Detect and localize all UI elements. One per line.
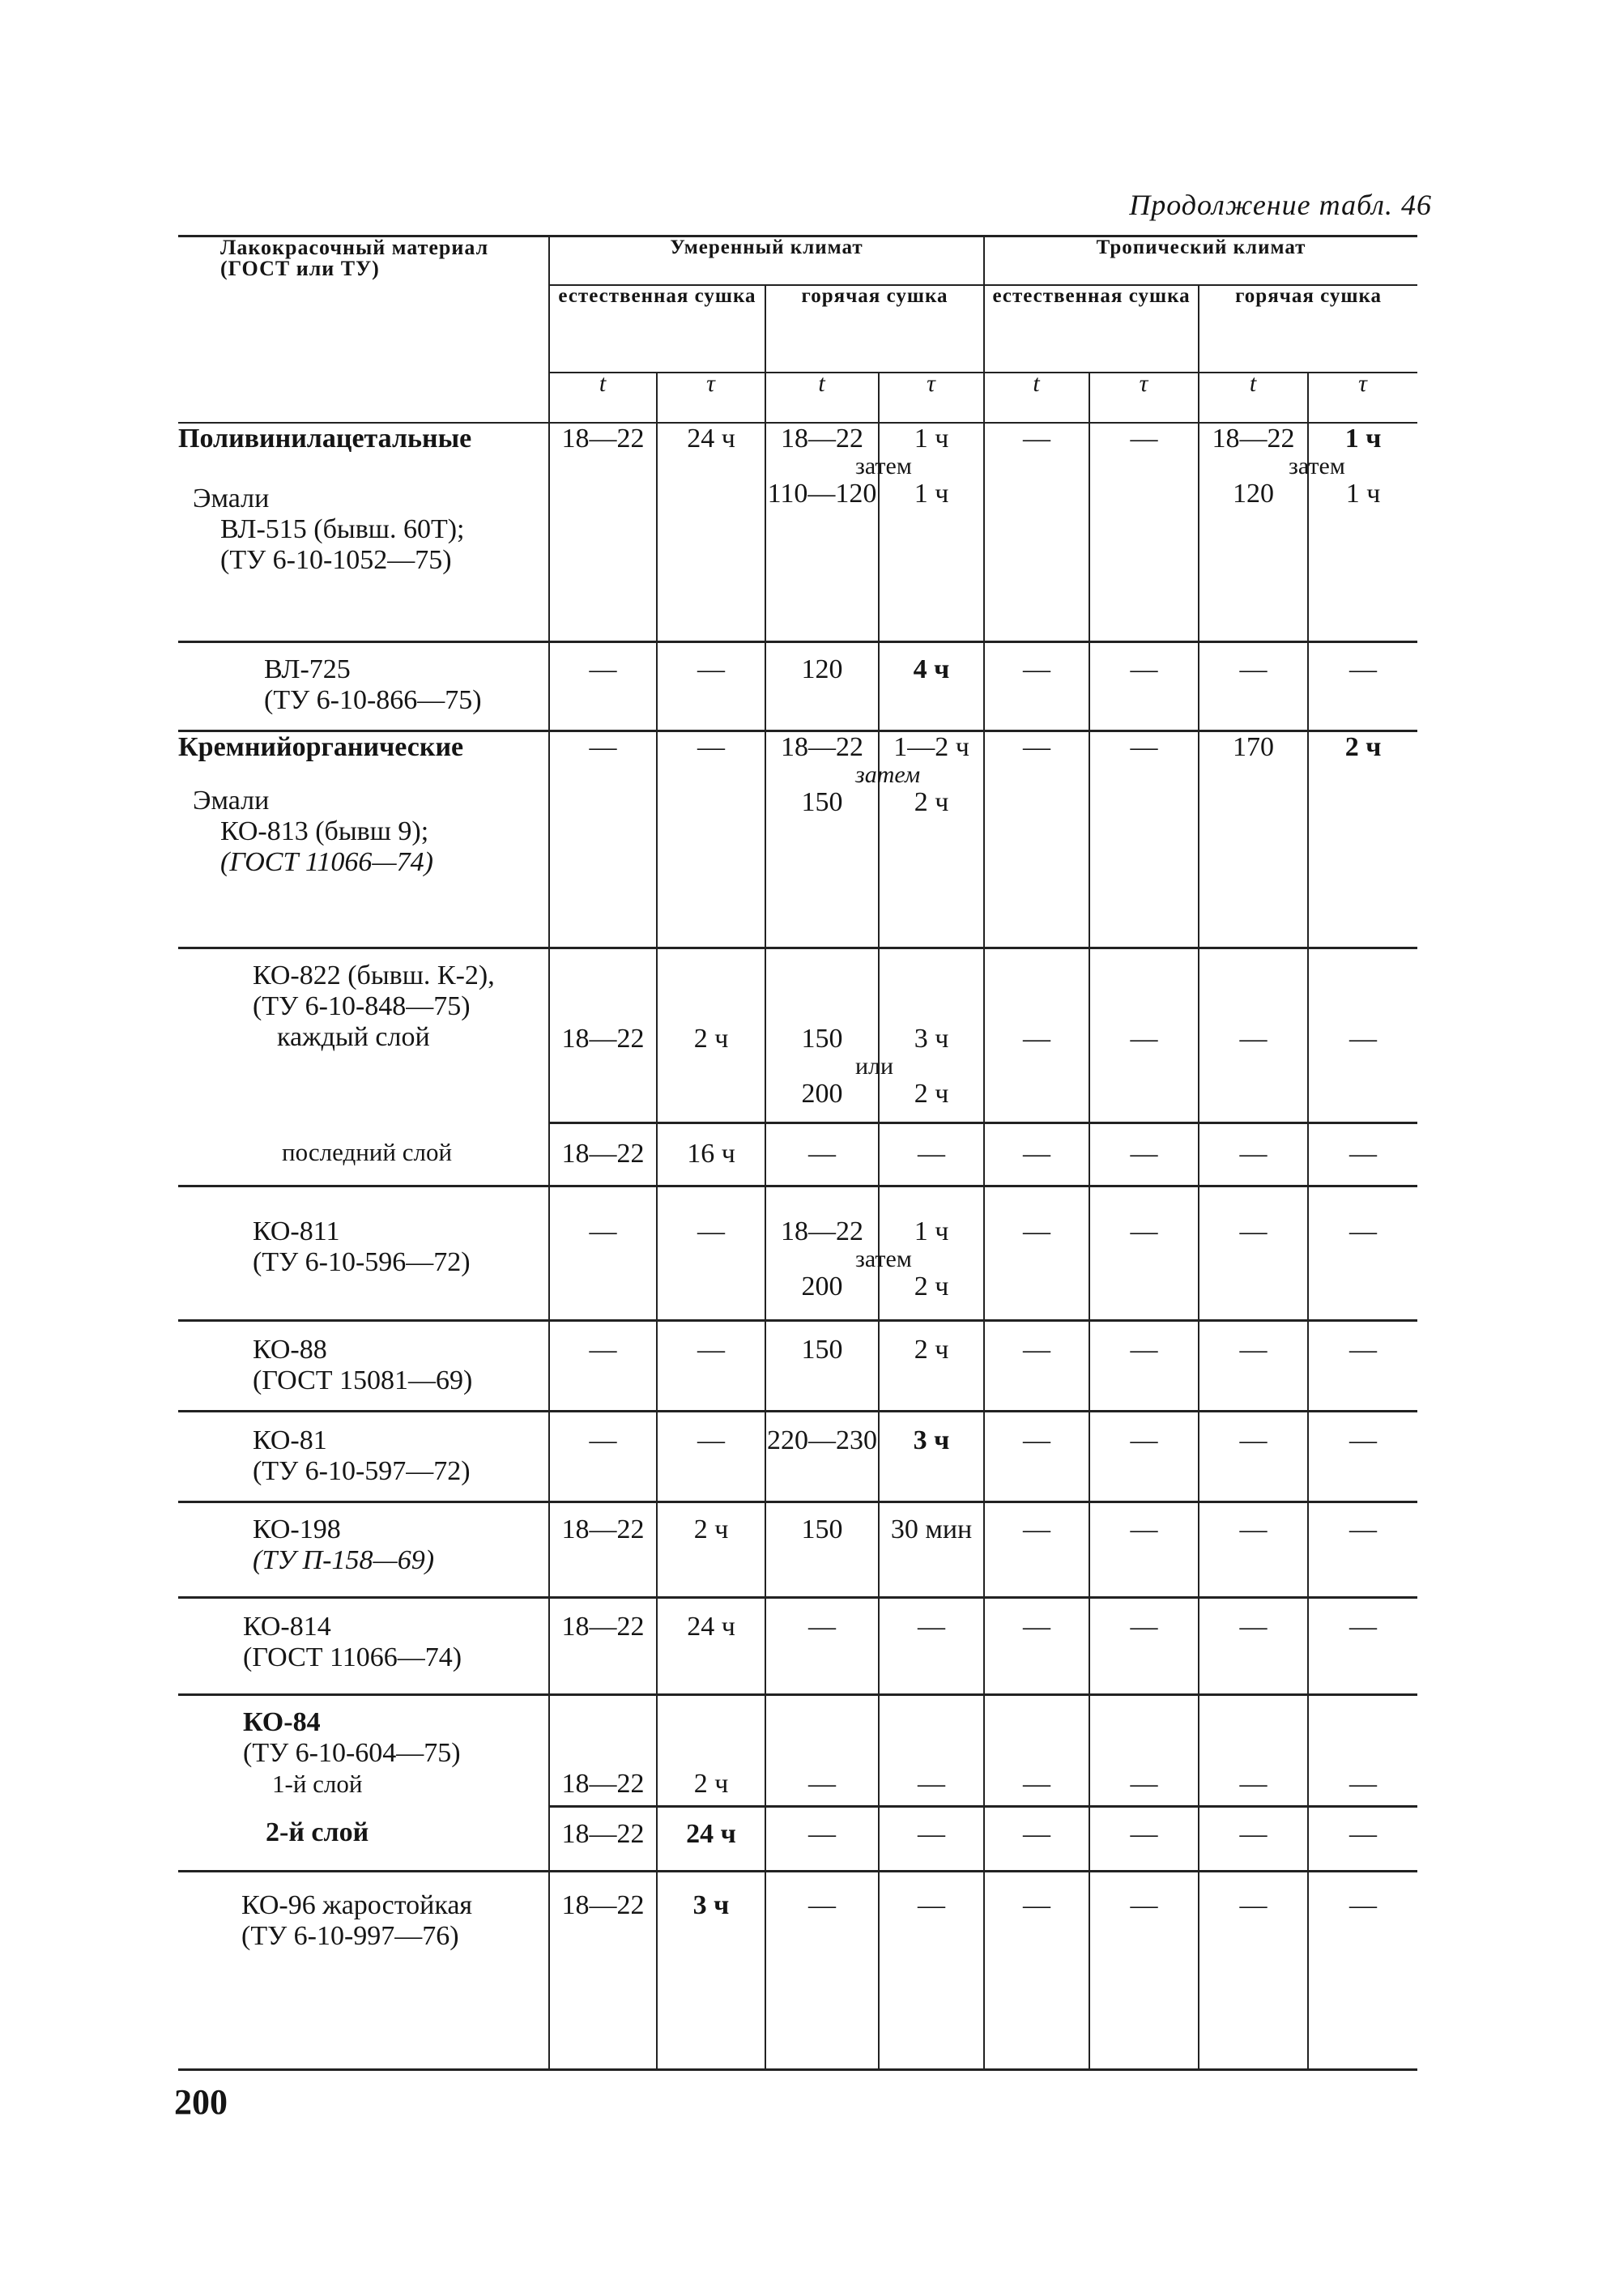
- temperate-hot-drying-header: горячая сушка: [765, 285, 984, 373]
- hot-temp-2: 120: [1233, 479, 1275, 509]
- value-cell: 170: [1199, 731, 1308, 948]
- value-cell: 18—22: [549, 1806, 657, 1871]
- value-cell: —: [984, 641, 1089, 731]
- value-cell: —: [984, 1411, 1089, 1502]
- value-cell: [765, 423, 912, 641]
- value-cell: —: [1089, 423, 1199, 641]
- value-cell: 2 ч: [657, 1502, 765, 1597]
- value-cell: —: [1308, 948, 1417, 1122]
- table-caption: Продолжение табл. 46: [1129, 189, 1432, 221]
- value-cell: [765, 731, 921, 948]
- value-cell: 18—22: [549, 1694, 657, 1806]
- value-cell: —: [879, 1871, 984, 2069]
- value-cell: —: [765, 1871, 879, 2069]
- drying-modes-table: [178, 235, 1417, 2071]
- value-cell: —: [1089, 1694, 1199, 1806]
- value-cell: —: [1089, 1871, 1199, 2069]
- material-name: КО-96 жаростойкая: [241, 1889, 473, 1920]
- value-cell: 3 ч: [879, 1411, 984, 1502]
- value-cell: —: [1089, 1411, 1199, 1502]
- value-cell: —: [657, 1320, 765, 1411]
- hot-temp-1: 18—22: [1212, 424, 1295, 454]
- table-row: [178, 731, 1417, 948]
- table-row: [178, 1871, 1417, 2069]
- tropical-natural-drying-header: естественная сушка: [984, 285, 1199, 373]
- temperature-column-header: t: [1199, 373, 1308, 423]
- value-cell: —: [1308, 1597, 1417, 1694]
- table-row: [178, 1186, 1417, 1320]
- page-number: 200: [174, 2082, 228, 2122]
- material-name: КО-813 (бывш 9);: [220, 816, 429, 846]
- value-cell: —: [984, 1320, 1089, 1411]
- table-row: [178, 1320, 1417, 1411]
- then-note: затем: [855, 760, 921, 788]
- table-row: [178, 1694, 1417, 1806]
- value-cell: —: [549, 1320, 657, 1411]
- material-spec: (ГОСТ 11066—74): [220, 846, 433, 877]
- material-column-header: Лакокрасочный материал (ГОСТ или ТУ): [178, 236, 549, 424]
- value-cell: —: [1308, 1320, 1417, 1411]
- temperate-natural-drying-header: естественная сушка: [549, 285, 765, 373]
- material-cell: [178, 1122, 549, 1186]
- material-name: Эмали: [193, 483, 270, 513]
- hot-time-2: 1 ч: [1345, 479, 1381, 509]
- value-cell: [1199, 423, 1345, 641]
- value-cell: 18—22: [549, 948, 657, 1122]
- hot-time-2: 1 ч: [914, 479, 949, 509]
- material-name: КО-822 (бывш. К-2),: [253, 960, 495, 990]
- value-cell: 24 ч: [657, 423, 765, 641]
- layer-label: 2-й слой: [266, 1817, 369, 1847]
- value-cell: —: [1199, 641, 1308, 731]
- value-cell: —: [1089, 1320, 1199, 1411]
- value-cell: —: [1089, 1597, 1199, 1694]
- material-spec: (ГОСТ 11066—74): [243, 1642, 462, 1672]
- value-cell: 24 ч: [657, 1597, 765, 1694]
- value-cell: 18—22: [549, 1871, 657, 2069]
- value-cell: [879, 948, 984, 1122]
- material-name: ВЛ-515 (бывш. 60Т);: [220, 514, 465, 544]
- value-cell: —: [1308, 1806, 1417, 1871]
- value-cell: —: [879, 1806, 984, 1871]
- hot-temp-1: 18—22: [781, 424, 863, 454]
- value-cell: —: [1199, 1694, 1308, 1806]
- then-note: затем: [855, 1245, 912, 1272]
- time-column-header: τ: [1308, 373, 1417, 423]
- material-spec: (ТУ П-158—69): [253, 1544, 435, 1575]
- table-row: [178, 423, 1417, 641]
- value-cell: —: [1308, 1411, 1417, 1502]
- group-heading: Поливинилацетальные: [178, 424, 472, 454]
- value-cell: —: [1308, 1694, 1417, 1806]
- material-cell: [178, 1502, 549, 1597]
- material-cell: [178, 641, 549, 731]
- time-column-header: τ: [657, 373, 765, 423]
- hot-time-1: 1 ч: [914, 424, 949, 454]
- table-row: [178, 1122, 1417, 1186]
- material-name: КО-198: [253, 1514, 341, 1544]
- value-cell: —: [1199, 1502, 1308, 1597]
- material-spec: (ТУ 6-10-604—75): [243, 1737, 461, 1768]
- material-spec: (ТУ 6-10-596—72): [253, 1246, 471, 1277]
- material-name: КО-84: [243, 1706, 321, 1737]
- value-cell: —: [1199, 948, 1308, 1122]
- group-heading: Кремнийорганические: [178, 731, 464, 762]
- value-cell: —: [657, 641, 765, 731]
- tropical-hot-drying-header: горячая сушка: [1199, 285, 1417, 373]
- table-row: [178, 1502, 1417, 1597]
- layer-label: последний слой: [282, 1138, 453, 1166]
- hot-time-1: 1 ч: [1344, 424, 1382, 454]
- or-note: или: [855, 1052, 894, 1080]
- value-cell: —: [765, 1597, 879, 1694]
- value-cell: —: [765, 1122, 879, 1186]
- value-cell: —: [1199, 1122, 1308, 1186]
- value-cell: —: [549, 1411, 657, 1502]
- value-cell: 18—22: [549, 1597, 657, 1694]
- material-spec: (ТУ 6-10-997—76): [241, 1920, 459, 1951]
- value-cell: —: [765, 1694, 879, 1806]
- table-row: [178, 1806, 1417, 1871]
- value-cell: 220—230: [765, 1411, 879, 1502]
- value-cell: —: [1199, 1871, 1308, 2069]
- value-cell: —: [1308, 1502, 1417, 1597]
- value-cell: —: [984, 1502, 1089, 1597]
- material-cell: [178, 1694, 549, 1806]
- hot-time-2: 2 ч: [914, 1078, 949, 1109]
- hot-time-1: 1—2 ч: [893, 731, 969, 762]
- material-name: КО-81: [253, 1425, 327, 1455]
- value-cell: —: [984, 1806, 1089, 1871]
- value-cell: —: [1089, 731, 1199, 948]
- value-cell: [765, 948, 894, 1122]
- value-cell: —: [1308, 1122, 1417, 1186]
- hot-time-1: 1 ч: [914, 1216, 949, 1246]
- value-cell: 150: [765, 1502, 879, 1597]
- value-cell: —: [1089, 948, 1199, 1122]
- value-cell: —: [1199, 1320, 1308, 1411]
- material-spec: (ТУ 6-10-866—75): [264, 684, 482, 715]
- hot-time-2: 2 ч: [914, 1271, 949, 1301]
- value-cell: [765, 1186, 912, 1320]
- value-cell: —: [1089, 1502, 1199, 1597]
- value-cell: —: [879, 1122, 984, 1186]
- material-spec: (ТУ 6-10-597—72): [253, 1455, 471, 1486]
- material-name: КО-814: [243, 1611, 331, 1642]
- value-cell: —: [984, 1186, 1089, 1320]
- value-cell: 3 ч: [657, 1871, 765, 2069]
- value-cell: —: [657, 1411, 765, 1502]
- material-cell: [178, 1320, 549, 1411]
- table-row: [178, 1411, 1417, 1502]
- material-name: КО-811: [253, 1216, 340, 1246]
- material-cell: [178, 1186, 549, 1320]
- value-cell: —: [984, 1694, 1089, 1806]
- value-cell: —: [549, 731, 657, 948]
- value-cell: —: [1089, 641, 1199, 731]
- hot-temp-2: 200: [801, 1271, 843, 1301]
- material-name: КО-88: [253, 1334, 327, 1365]
- value-cell: —: [984, 423, 1089, 641]
- value-cell: 18—22: [549, 423, 657, 641]
- value-cell: —: [1089, 1122, 1199, 1186]
- table-row: [178, 948, 1417, 1122]
- value-cell: 2 ч: [1308, 731, 1417, 948]
- value-cell: 18—22: [549, 1122, 657, 1186]
- material-cell: [178, 731, 549, 948]
- value-cell: —: [1308, 641, 1417, 731]
- then-note: затем: [855, 453, 912, 479]
- value-cell: —: [1089, 1186, 1199, 1320]
- value-cell: —: [984, 1597, 1089, 1694]
- hot-temp-2: 200: [801, 1078, 843, 1109]
- value-cell: —: [549, 641, 657, 731]
- material-spec: (ТУ 6-10-848—75): [253, 990, 471, 1021]
- then-note: затем: [1289, 453, 1345, 479]
- value-cell: —: [879, 1694, 984, 1806]
- material-spec: (ГОСТ 15081—69): [253, 1365, 473, 1395]
- value-cell: —: [549, 1186, 657, 1320]
- value-cell: —: [984, 1871, 1089, 2069]
- hot-temp-1: 150: [801, 1023, 843, 1054]
- value-cell: 120: [765, 641, 879, 731]
- value-cell: —: [879, 1597, 984, 1694]
- material-spec: (ТУ 6-10-1052—75): [220, 545, 452, 575]
- tropical-climate-header: Тропический климат: [984, 236, 1417, 286]
- time-column-header: τ: [879, 373, 984, 423]
- value-cell: —: [1308, 1871, 1417, 2069]
- value-cell: 4 ч: [879, 641, 984, 731]
- table-row: [178, 641, 1417, 731]
- value-cell: 2 ч: [657, 948, 765, 1122]
- material-cell: [178, 1871, 549, 2069]
- temperature-column-header: t: [765, 373, 879, 423]
- temperature-column-header: t: [549, 373, 657, 423]
- material-cell: [178, 948, 549, 1122]
- value-cell: —: [657, 1186, 765, 1320]
- value-cell: 150: [765, 1320, 879, 1411]
- value-cell: 2 ч: [657, 1694, 765, 1806]
- value-cell: —: [1199, 1806, 1308, 1871]
- layer-label: 1-й слой: [272, 1769, 363, 1798]
- value-cell: 24 ч: [657, 1806, 765, 1871]
- value-cell: —: [1199, 1597, 1308, 1694]
- material-name: Эмали: [193, 785, 270, 816]
- value-cell: —: [984, 948, 1089, 1122]
- hot-time-2: 2 ч: [914, 786, 949, 817]
- hot-time-1: 3 ч: [914, 1023, 949, 1054]
- value-cell: —: [984, 1122, 1089, 1186]
- value-cell: —: [1308, 1186, 1417, 1320]
- material-cell: [178, 1597, 549, 1694]
- time-column-header: τ: [1089, 373, 1199, 423]
- value-cell: —: [765, 1806, 879, 1871]
- value-cell: 18—22: [549, 1502, 657, 1597]
- value-cell: 16 ч: [657, 1122, 765, 1186]
- material-cell: [178, 1806, 549, 1871]
- temperate-climate-header: Умеренный климат: [549, 236, 984, 286]
- value-cell: 30 мин: [879, 1502, 984, 1597]
- temperature-column-header: t: [984, 373, 1089, 423]
- value-cell: 2 ч: [879, 1320, 984, 1411]
- value-cell: —: [657, 731, 765, 948]
- layer-label: каждый слой: [277, 1021, 430, 1052]
- hot-temp-2: 110—120: [767, 479, 877, 509]
- value-cell: —: [1199, 1186, 1308, 1320]
- material-cell: [178, 423, 549, 641]
- material-cell: [178, 1411, 549, 1502]
- value-cell: —: [1199, 1411, 1308, 1502]
- table-row: [178, 1597, 1417, 1694]
- value-cell: —: [984, 731, 1089, 948]
- hot-temp-2: 150: [801, 786, 843, 817]
- hot-temp-1: 18—22: [781, 1216, 863, 1246]
- hot-temp-1: 18—22: [781, 731, 863, 762]
- value-cell: —: [1089, 1806, 1199, 1871]
- material-name: ВЛ-725: [264, 654, 351, 684]
